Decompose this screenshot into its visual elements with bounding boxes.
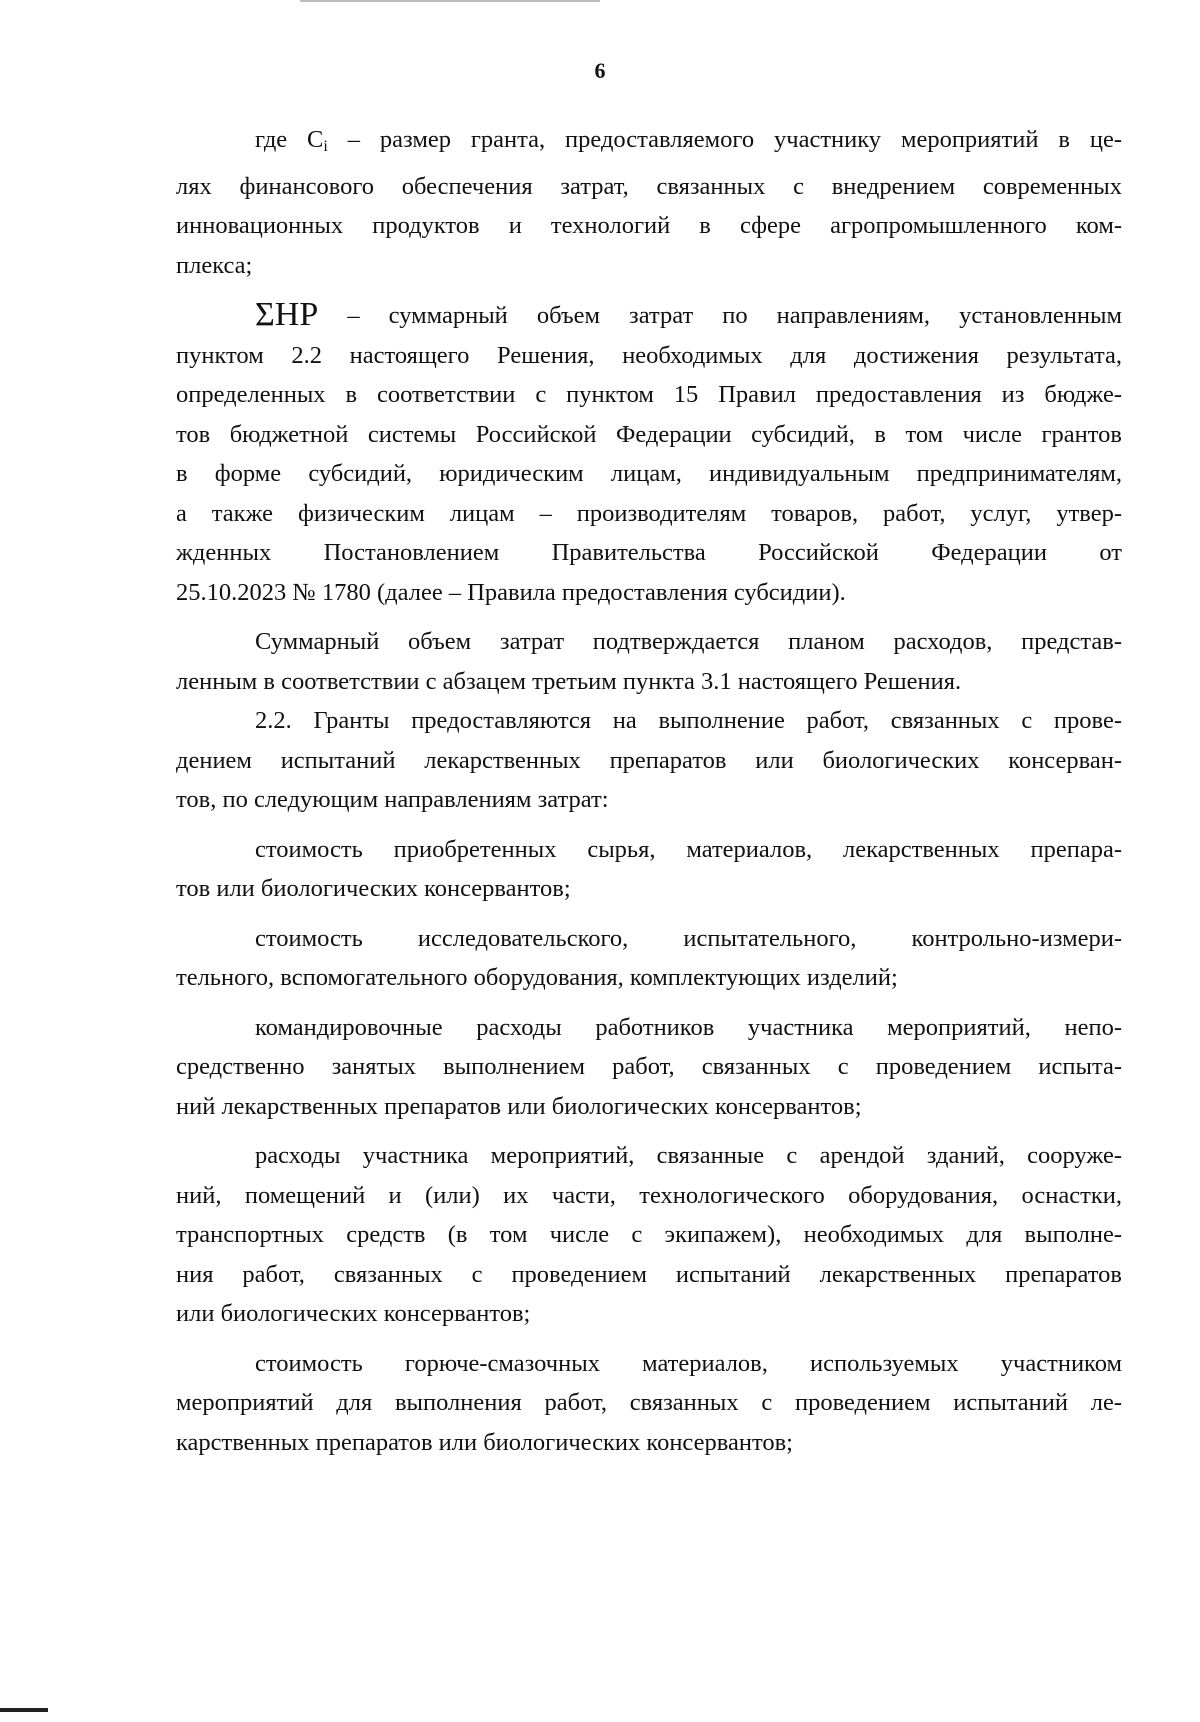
text-line: стоимость приобретенных сырья, материалов, лекарственных препара- — [255, 835, 1122, 863]
paragraph-cost-item-fuel — [176, 1344, 1122, 1463]
text-line: карственных препаратов или биологических консервантов; — [176, 1428, 793, 1456]
text-line: тельного, вспомогательного оборудования, комплектующих изделий; — [176, 964, 898, 991]
text-line: средственно занятых выполнением работ, связанных с проведением испыта- — [176, 1053, 1122, 1080]
text-line: мероприятий для выполнения работ, связанных с проведением испытаний ле- — [176, 1389, 1122, 1416]
text-line: плекса; — [176, 251, 253, 279]
text-line: пунктом 2.2 настоящего Решения, необходимых для достижения результата, — [176, 341, 1122, 369]
paragraph-cost-plan — [176, 622, 1122, 701]
page-number: 6 — [594, 58, 606, 83]
text-line: или биологических консервантов; — [176, 1300, 531, 1327]
text-line: ний, помещений и (или) их части, технологического оборудования, оснастки, — [176, 1181, 1122, 1209]
text-line: стоимость исследовательского, испытательного, контрольно-измери- — [255, 924, 1122, 952]
text-line: жденных Постановлением Правительства Российской Федерации от — [176, 539, 1122, 566]
text-fragment: где C — [255, 126, 324, 153]
text-line — [176, 120, 1122, 167]
paragraph-cost-item-equipment — [176, 919, 1122, 998]
text-line: ния работ, связанных с проведением испытаний лекарственных препаратов — [176, 1260, 1122, 1288]
scan-artifact-top — [300, 0, 600, 2]
text-line: стоимость горюче-смазочных материалов, используемых участником — [255, 1349, 1122, 1377]
text-line: определенных в соответствии с пунктом 15 Правил предоставления из бюдже- — [176, 381, 1122, 408]
text-line: 25.10.2023 № 1780 (далее – Правила предоставления субсидии). — [176, 578, 846, 606]
paragraph-cost-item-rent — [176, 1136, 1122, 1334]
text-line: тов, по следующим направлениям затрат: — [176, 786, 609, 813]
text-line: инновационных продуктов и технологий в сфере агропромышленного ком- — [176, 212, 1122, 239]
text-line: расходы участника мероприятий, связанные с арендой зданий, сооруже- — [255, 1142, 1122, 1169]
text-line: дением испытаний лекарственных препаратов или биологических консерван- — [176, 746, 1122, 774]
text-line: Суммарный объем затрат подтверждается планом расходов, представ- — [255, 628, 1122, 655]
text-fragment: – суммарный объем затрат по направлениям, установленным — [318, 302, 1122, 329]
text-line: командировочные расходы работников участника мероприятий, непо- — [255, 1013, 1122, 1041]
text-line: 2.2. Гранты предоставляются на выполнение работ, связанных с прове- — [255, 707, 1122, 734]
text-line: ленным в соответствии с абзацем третьим пункта 3.1 настоящего Решения. — [176, 667, 962, 695]
text-line: в форме субсидий, юридическим лицам, индивидуальным предпринимателям, — [176, 460, 1122, 487]
paragraph-clause-2-2 — [176, 701, 1122, 820]
text-line: ний лекарственных препаратов или биологических консервантов; — [176, 1092, 862, 1120]
scan-artifact-corner — [0, 1708, 48, 1712]
text-fragment: – размер гранта, предоставляемого участнику мероприятий в це- — [327, 126, 1122, 153]
text-line: тов бюджетной системы Российской Федерации субсидий, в том числе грантов — [176, 420, 1122, 448]
paragraph-grant-size-definition — [176, 120, 1122, 285]
text-line: лях финансового обеспечения затрат, связанных с внедрением современных — [176, 172, 1122, 200]
text-line — [176, 295, 1122, 336]
paragraph-cost-item-raw-materials — [176, 830, 1122, 909]
document-body — [176, 120, 1122, 1462]
subscript-index: i — [323, 138, 328, 155]
text-line: а также физическим лицам – производителям товаров, работ, услуг, утвер- — [176, 499, 1122, 527]
paragraph-cost-item-travel — [176, 1008, 1122, 1127]
sigma-symbol: ΣHP — [255, 296, 319, 333]
paragraph-total-costs-definition — [176, 295, 1122, 612]
text-line: транспортных средств (в том числе с экипажем), необходимых для выполне- — [176, 1221, 1122, 1248]
text-line: тов или биологических консервантов; — [176, 875, 571, 902]
